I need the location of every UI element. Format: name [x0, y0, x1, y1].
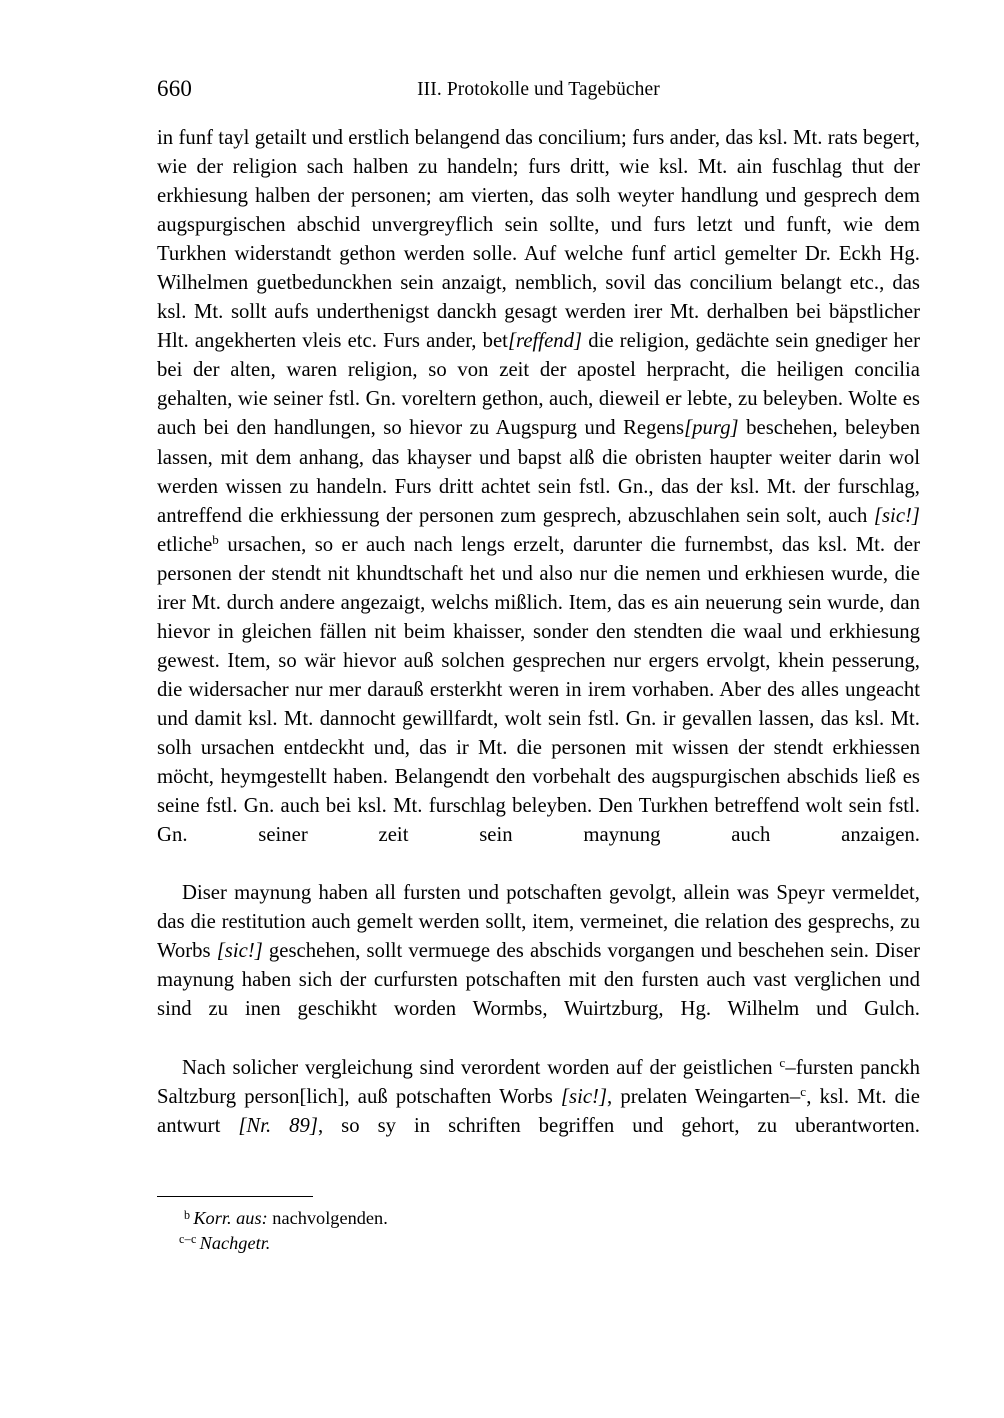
footnote-reference-mark: c: [800, 1083, 807, 1099]
footnote-reference-mark: c: [779, 1054, 786, 1070]
editorial-insertion: [reffend]: [507, 330, 583, 353]
editorial-insertion: Nachgetr.: [199, 1232, 271, 1253]
footnote-item-c: c–c Nachgetr.: [179, 1232, 271, 1253]
editorial-insertion: [sic!]: [873, 504, 920, 527]
main-text-block: [157, 124, 920, 1170]
footnote-separator-rule: [157, 1196, 313, 1197]
paragraph-1: in funf tayl getailt und erstlich belangend das concilium; furs ander, das ksl. Mt. rats begert, wie der religion sach halben zu handeln; furs dritt, wie ksl. Mt. ain fuschlag thut der erkhiesung halben der personen; am vierten, das solh weyter handlung und gesprech dem augspurgischen abschid unvergreyflich sein sollte, und furs letzt und funft, wie dem Turkhen widerstandt gethon werden solle. Auf welche funf articl gemelter Dr. Eckh Hg. Wilhelmen guetbedunckhen sein anzaigt, nemblich, sovil das concilium belangt etc., das ksl. Mt. sollt aufs underthenigst danckh gesagt werden irer Mt. derhalben bei bäpstlicher Hlt. angekherten vleis etc. Furs ander, bet[reffend] die religion, gedächte sein gnediger her bei der alten, waren religion, so von zeit der apostel herpracht, die heiligen concilia gehalten, wie seiner fstl. Gn. voreltern gethon, auch, dieweil er lebte, zu beleyben. Wolte es auch bei den handlungen, so hievor zu Augspurg und Regens[purg] beschehen, beleyben lassen, mit dem anhang, das khayser und bapst alß die obristen haupter weiter darin wol werden wissen zu handeln. Furs dritt achtet sein fstl. Gn., das der ksl. Mt. der furschlag, antreffend die erkhiessung der personen zum gesprech, abzuschlahen sein solt, auch [sic!] etliche$^b$ ursachen, so er auch nach lengs erzelt, darunter die furnembst, das ksl. Mt. der personen der stendt nit khundtschaft het und also nur die nemen und erkhiesen wurde, die irer Mt. durch andere angezaigt, welchs mißlich. Item, das es ain neuerung sein wurde, dan hievor in gleichen fällen nit beim khaisser, sonder den stendten die waal und erkhiesung gewest. Item, so wär hievor auß solchen gesprechen nur ergers ervolgt, khein pesserung, die widersacher nur mer darauß ersterkht weren in irem vorhaben. Aber des alles ungeacht und damit ksl. Mt. dannocht gewillfardt, wolt sein fstl. Gn. ir gevallen lassen, das ksl. Mt. solh ursachen entdeckht und, das ir Mt. die personen mit wissen der stendt erkhiessen möcht, heymgestellt haben. Belangendt den vorbehalt des augspurgischen abschids ließ es seine fstl. Gn. auch bei ksl. Mt. furschlag beleyben. Den Turkhen betreffend wolt sein fstl. Gn. seiner zeit sein maynung auch anzaigen.: [157, 127, 920, 847]
page-number: 660: [157, 76, 193, 101]
running-head: [157, 76, 920, 102]
editorial-insertion: [Nr. 89]: [238, 1114, 318, 1137]
editorial-insertion: [purg]: [684, 417, 739, 440]
footnote-block: [157, 1196, 920, 1255]
editorial-insertion: [sic!]: [216, 940, 263, 963]
paragraph-2: Diser maynung haben all fursten und potschaften gevolgt, allein was Speyr vermeldet, das die restitution auch gemelt werden sollt, item, vermeinet, die relation des gesprechs, zu Worbs [sic!] geschehen, sollt vermuege des abschids vorgangen und beschehen sein. Diser maynung haben sich der curfursten potschaften mit den fursten auch vast verglichen und sind zu inen geschikht worden Wormbs, Wuirtzburg, Hg. Wilhelm und Gulch.: [157, 882, 921, 1021]
running-head-title: III. Protokolle und Tagebücher: [417, 79, 660, 100]
editorial-insertion: Korr. aus:: [193, 1208, 268, 1228]
footnote-reference-mark: b: [212, 531, 219, 547]
paragraph-3: Nach solicher vergleichung sind verordent worden auf der geistlichen $^c$–fursten panckh Saltzburg person[lich], auß potschaften Worbs [sic!], prelaten Weingarten–$^c$, ksl. Mt. die antwurt [Nr. 89], so sy in schriften begriffen und gehort, zu uberantworten.: [157, 1054, 921, 1137]
editorial-insertion: [sic!]: [560, 1085, 608, 1108]
footnote-item-b: b Korr. aus: nachvolgenden.: [184, 1207, 388, 1228]
